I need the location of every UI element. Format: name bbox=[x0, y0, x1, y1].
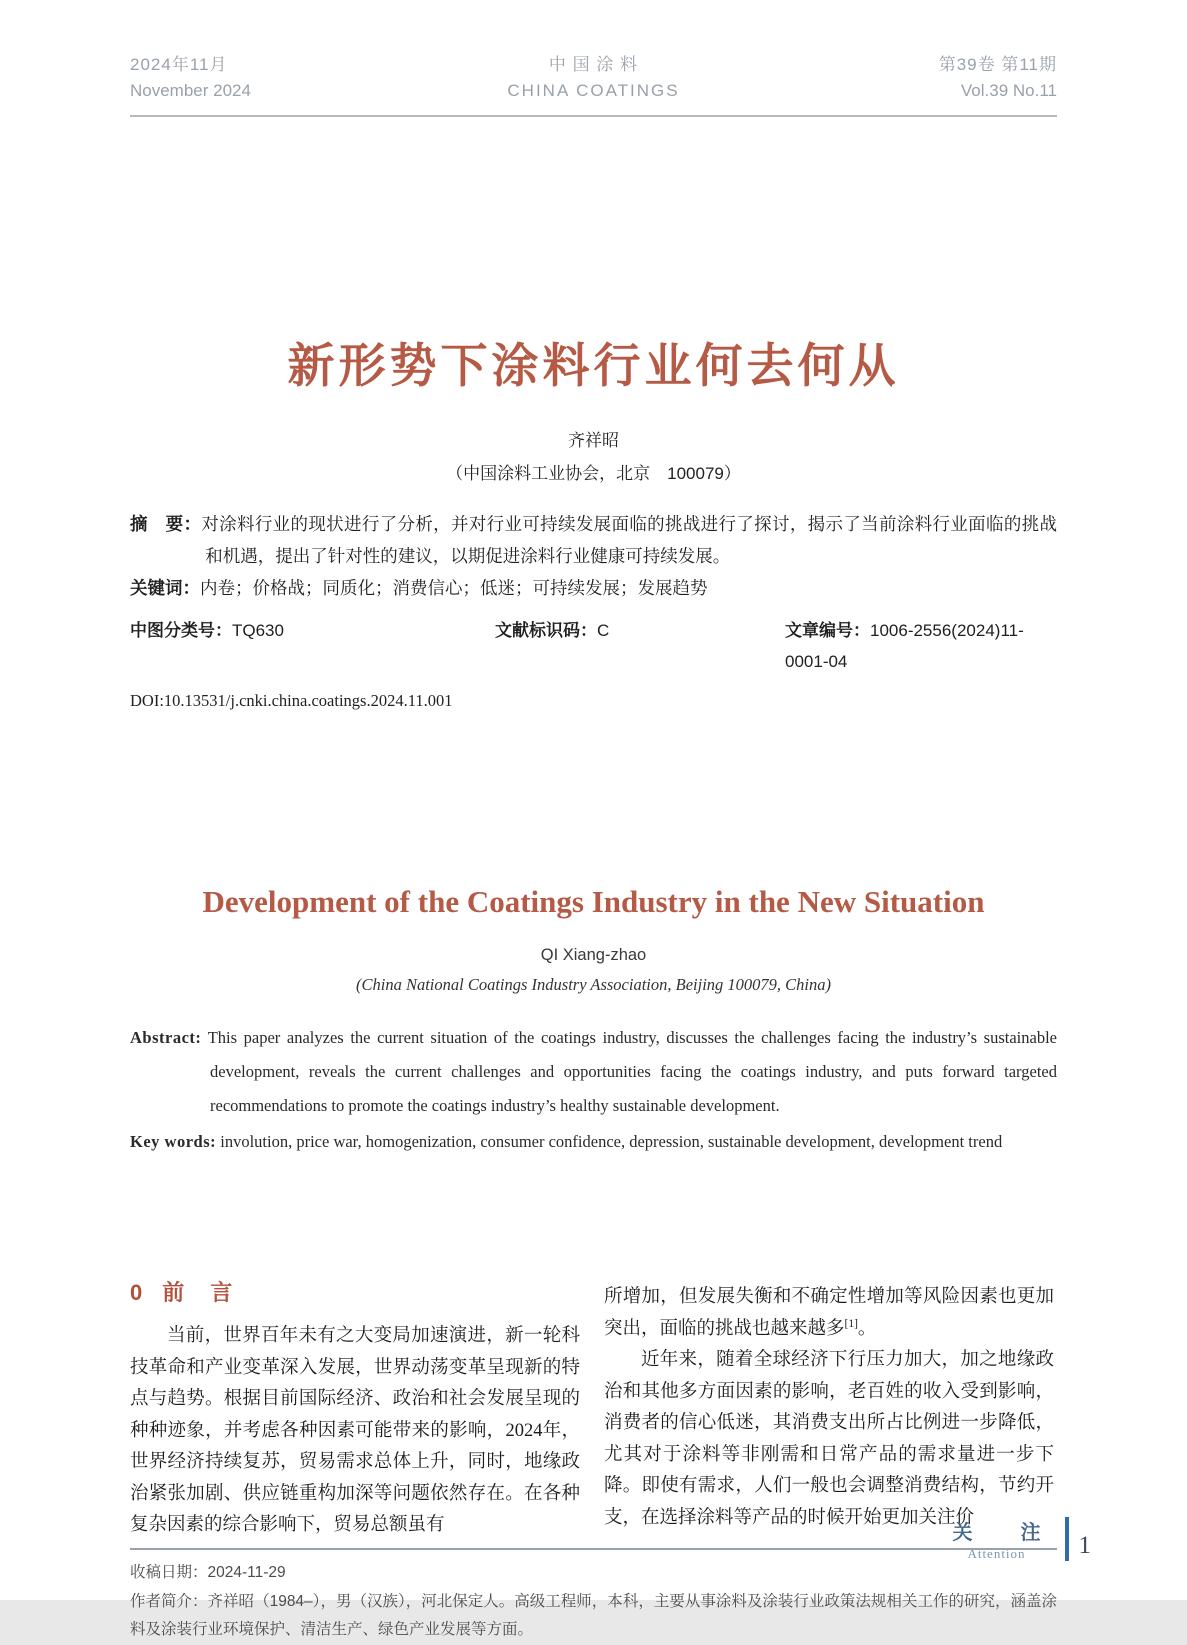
abstract-text-en: This paper analyzes the current situation of the coatings industry, discusses the challenges facing the industry’s sustainable development, reveals the current challenges and opportunities facing the coatings industry, and puts forward targeted recommendations to promote the coatings industry’s healthy sustainable development. bbox=[207, 1028, 1057, 1115]
footer-divider-bar bbox=[1065, 1517, 1069, 1561]
issue-cn: 第39卷 第11期 bbox=[938, 55, 1057, 74]
intro-paragraph-2: 近年来，随着全球经济下行压力加大，加之地缘政治和其他多方面因素的影响，老百姓的收入受到影响，消费者的信心低迷，其消费支出所占比例进一步降低，尤其对于涂料等非刚需和日常产品的需求量进一步下降。即使有需求，人们一般也会调整消费结构，节约开支，在选择涂料等产品的时候开始更加关注价 bbox=[604, 1350, 1054, 1528]
citation-ref-1: [1] bbox=[844, 1317, 858, 1330]
journal-name-en: CHINA COATINGS bbox=[507, 81, 680, 101]
abstract-cn bbox=[130, 508, 1057, 573]
affiliation-cn: （中国涂料工业协会，北京 100079） bbox=[446, 463, 741, 483]
keywords-en bbox=[130, 1125, 1057, 1159]
article-title-cn: 新形势下涂料行业何去何从 bbox=[287, 338, 900, 392]
bio-text: 齐祥昭（1984–），男（汉族），河北保定人。高级工程师，本科，主要从事涂料及涂装行业政策法规相关工作的研究，涵盖涂料及涂装行业环境保护、清洁生产、绿色产业发展等方面。 bbox=[130, 1592, 1057, 1639]
abstract-text-cn: 对涂料行业的现状进行了分析，并对行业可持续发展面临的挑战进行了探讨，揭示了当前涂料行业面临的挑战和机遇，提出了针对性的建议，以期促进涂料行业健康可持续发展。 bbox=[201, 513, 1058, 567]
article-title-en: Development of the Coatings Industry in the New Situation bbox=[202, 884, 985, 920]
intro-paragraph-1-continued bbox=[604, 1282, 1054, 1345]
intro-section bbox=[130, 1276, 1057, 1542]
keywords-cn bbox=[130, 572, 1057, 604]
article-id bbox=[785, 615, 1057, 678]
right-column bbox=[604, 1276, 1054, 1542]
header-journal-name bbox=[441, 52, 747, 105]
abstract-block-en bbox=[130, 1021, 1057, 1158]
section-heading bbox=[130, 1276, 580, 1307]
intro-paragraph-1: 当前，世界百年未有之大变局加速演进，新一轮科技革命和产业变革深入发展，世界动荡变革呈现新的特点与趋势。根据目前国际经济、政治和社会发展呈现的种种迹象，并考虑各种因素可能带来的影响，2024年，世界经济持续复苏，贸易需求总体上升，同时，地缘政治紧张加剧、供应链重构加深等问题依然存在。在各种复杂因素的综合影响下，贸易总额虽有 bbox=[130, 1326, 580, 1536]
author-bio bbox=[130, 1588, 1057, 1645]
doc-code-value: C bbox=[597, 620, 610, 640]
article-id-value: 1006-2556(2024)11-0001-04 bbox=[785, 620, 1024, 672]
abstract-label-cn: 摘 要： bbox=[130, 513, 202, 534]
category-cn: 关 注 bbox=[952, 1522, 1055, 1544]
journal-name-cn: 中 国 涂 料 bbox=[548, 55, 639, 74]
keywords-label-cn: 关键词： bbox=[130, 578, 200, 599]
document-code bbox=[495, 615, 785, 678]
left-column bbox=[130, 1276, 580, 1542]
doc-code-label: 文献标识码： bbox=[495, 620, 597, 640]
affiliation-en: (China National Coatings Industry Association, Beijing 100079, China) bbox=[356, 975, 831, 995]
bio-label: 作者简介： bbox=[130, 1592, 208, 1610]
classification-row bbox=[130, 615, 1057, 678]
footnote bbox=[130, 1548, 1057, 1645]
section-title: 前 言 bbox=[162, 1280, 235, 1306]
header-date bbox=[130, 52, 436, 105]
article-id-label: 文章编号： bbox=[785, 620, 870, 640]
page-number: 1 bbox=[1078, 1532, 1091, 1559]
header-date-en: November 2024 bbox=[130, 81, 251, 101]
received-label: 收稿日期： bbox=[130, 1563, 208, 1581]
author-en: QI Xiang-zhao bbox=[540, 946, 647, 965]
abstract-en bbox=[130, 1021, 1057, 1122]
paragraph-text: 所增加，但发展失衡和不确定性增加等风险因素也更加突出，面临的挑战也越来越多 bbox=[604, 1287, 1054, 1339]
category-marker bbox=[939, 1516, 1055, 1562]
page-footer bbox=[939, 1516, 1092, 1562]
header-issue bbox=[751, 52, 1057, 105]
keywords-label-en: Key words: bbox=[130, 1131, 217, 1151]
header-date-cn: 2024年11月 bbox=[130, 55, 228, 74]
doi: DOI:10.13531/j.cnki.china.coatings.2024.11.001 bbox=[130, 690, 453, 710]
clc-label: 中图分类号： bbox=[130, 620, 232, 640]
abstract-block-cn bbox=[130, 508, 1057, 717]
journal-header bbox=[130, 52, 1057, 117]
clc-value: TQ630 bbox=[232, 620, 284, 640]
left-column-text bbox=[130, 1321, 580, 1542]
author-cn: 齐祥昭 bbox=[568, 430, 619, 450]
keywords-text-cn: 内卷；价格战；同质化；消费信心；低迷；可持续发展；发展趋势 bbox=[200, 578, 708, 599]
received-date bbox=[130, 1559, 1057, 1588]
abstract-label-en: Abstract: bbox=[130, 1028, 202, 1048]
received-value: 2024-11-29 bbox=[207, 1563, 286, 1581]
section-number: 0 bbox=[130, 1280, 145, 1306]
paragraph-end: 。 bbox=[857, 1318, 877, 1339]
clc-number bbox=[130, 615, 495, 678]
issue-en: Vol.39 No.11 bbox=[960, 81, 1057, 101]
category-en: Attention bbox=[967, 1546, 1026, 1561]
right-column-text bbox=[604, 1282, 1054, 1534]
keywords-text-en: involution, price war, homogenization, consumer confidence, depression, sustainable development, development trend bbox=[220, 1131, 1003, 1151]
